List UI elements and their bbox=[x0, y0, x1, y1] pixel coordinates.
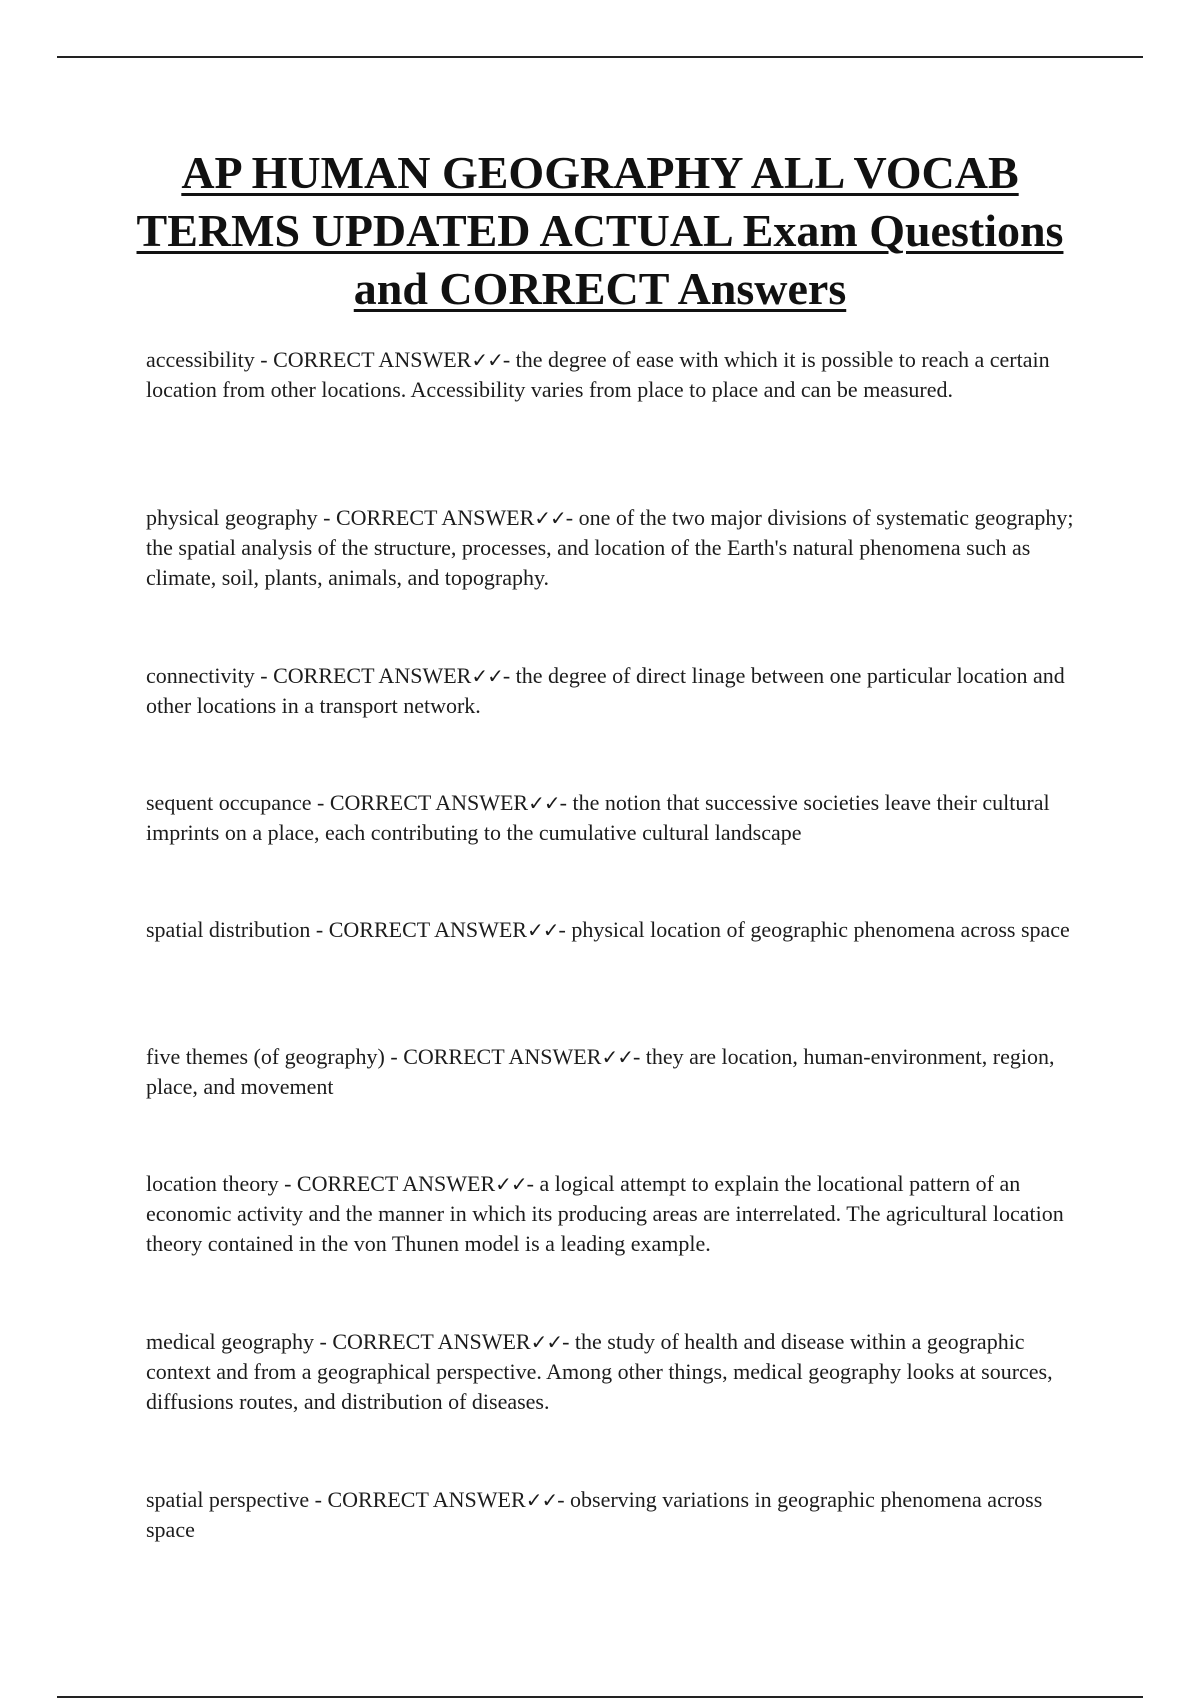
definition: one of the two major divisions of systematic geography; the spatial analysis of the structure, processes, and location of the Earth's natural phenomena such as climate, soil, plants, animals, and topography. bbox=[146, 505, 1074, 590]
definition: physical location of geographic phenomena across space bbox=[571, 917, 1070, 942]
vocab-entry: spatial perspective - CORRECT ANSWER✓✓- observing variations in geographic phenomena across space bbox=[146, 1487, 1043, 1542]
definition: a logical attempt to explain the locational pattern of an economic activity and the manner in which its producing areas are interrelated. The agricultural location theory contained in the von Thunen model is a leading example. bbox=[146, 1171, 1064, 1256]
answer-marker: CORRECT ANSWER bbox=[328, 917, 527, 942]
vocab-entry: connectivity - CORRECT ANSWER✓✓- the degree of direct linage between one particular location and other locations in a transport network. bbox=[146, 663, 1065, 718]
vocab-entry: medical geography - CORRECT ANSWER✓✓- the study of health and disease within a geographic context and from a geographical perspective. Among other things, medical geography looks at sources, diffusions routes, and distribution of diseases. bbox=[146, 1329, 1053, 1414]
vocab-entry: accessibility - CORRECT ANSWER✓✓- the degree of ease with which it is possible to reach a certain location from other locations. Accessibility varies from place to place and can be measured. bbox=[146, 347, 1050, 402]
answer-marker: CORRECT ANSWER bbox=[273, 347, 472, 372]
vocab-entry: sequent occupance - CORRECT ANSWER✓✓- the notion that successive societies leave their cultural imprints on a place, each contributing to the cumulative cultural landscape bbox=[146, 790, 1050, 845]
term: medical geography bbox=[146, 1329, 314, 1354]
definition: observing variations in geographic phenomena across space bbox=[146, 1487, 1043, 1542]
vocab-entry: location theory - CORRECT ANSWER✓✓- a logical attempt to explain the locational pattern of an economic activity and the manner in which its producing areas are interrelated. The agricultural location theory contained in the von Thunen model is a leading example. bbox=[146, 1171, 1064, 1256]
answer-marker: CORRECT ANSWER bbox=[296, 1171, 496, 1196]
answer-marker: CORRECT ANSWER bbox=[336, 505, 535, 530]
answer-marker: CORRECT ANSWER bbox=[273, 663, 472, 688]
double-check-icon: ✓✓ bbox=[530, 1330, 563, 1354]
answer-marker: CORRECT ANSWER bbox=[403, 1044, 602, 1069]
double-check-icon: ✓✓ bbox=[525, 1488, 558, 1512]
definition: they are location, human-environment, region, place, and movement bbox=[146, 1044, 1055, 1099]
double-check-icon: ✓✓ bbox=[534, 506, 566, 530]
double-check-icon: ✓✓ bbox=[495, 1172, 527, 1196]
term: location theory bbox=[146, 1171, 279, 1196]
answer-marker: CORRECT ANSWER bbox=[327, 1487, 526, 1512]
term: connectivity bbox=[146, 663, 255, 688]
double-check-icon: ✓✓ bbox=[601, 1045, 633, 1069]
definition: the study of health and disease within a geographic context and from a geographical perspective. Among other things, medical geography looks at sources, diffusions routes, and distribution of diseases. bbox=[146, 1329, 1053, 1414]
term: spatial perspective bbox=[146, 1487, 310, 1512]
top-rule bbox=[57, 56, 1143, 58]
term: five themes (of geography) bbox=[146, 1044, 385, 1069]
answer-marker: CORRECT ANSWER bbox=[332, 1329, 531, 1354]
term: accessibility bbox=[146, 347, 255, 372]
double-check-icon: ✓✓ bbox=[471, 664, 503, 688]
bottom-rule bbox=[57, 1696, 1143, 1698]
answer-marker: CORRECT ANSWER bbox=[329, 790, 529, 815]
definition: the notion that successive societies leave their cultural imprints on a place, each contributing to the cumulative cultural landscape bbox=[146, 790, 1050, 845]
definition: the degree of ease with which it is possible to reach a certain location from other locations. Accessibility varies from place to place and can be measured. bbox=[146, 347, 1050, 402]
term: spatial distribution bbox=[146, 917, 311, 942]
double-check-icon: ✓✓ bbox=[528, 791, 560, 815]
term: sequent occupance bbox=[146, 790, 312, 815]
vocab-entry: five themes (of geography) - CORRECT ANSWER✓✓- they are location, human-environment, region, place, and movement bbox=[146, 1044, 1055, 1099]
vocab-entry: spatial distribution - CORRECT ANSWER✓✓- physical location of geographic phenomena across space bbox=[146, 917, 1070, 942]
term: physical geography bbox=[146, 505, 318, 530]
vocab-entry: physical geography - CORRECT ANSWER✓✓- one of the two major divisions of systematic geography; the spatial analysis of the structure, processes, and location of the Earth's natural phenomena such as climate, soil, plants, animals, and topography. bbox=[146, 505, 1074, 590]
double-check-icon: ✓✓ bbox=[471, 348, 503, 372]
definition: the degree of direct linage between one particular location and other locations in a transport network. bbox=[146, 663, 1065, 718]
page-title: AP HUMAN GEOGRAPHY ALL VOCAB TERMS UPDATED ACTUAL Exam Questions and CORRECT Answers bbox=[136, 147, 1064, 314]
double-check-icon: ✓✓ bbox=[526, 918, 559, 942]
